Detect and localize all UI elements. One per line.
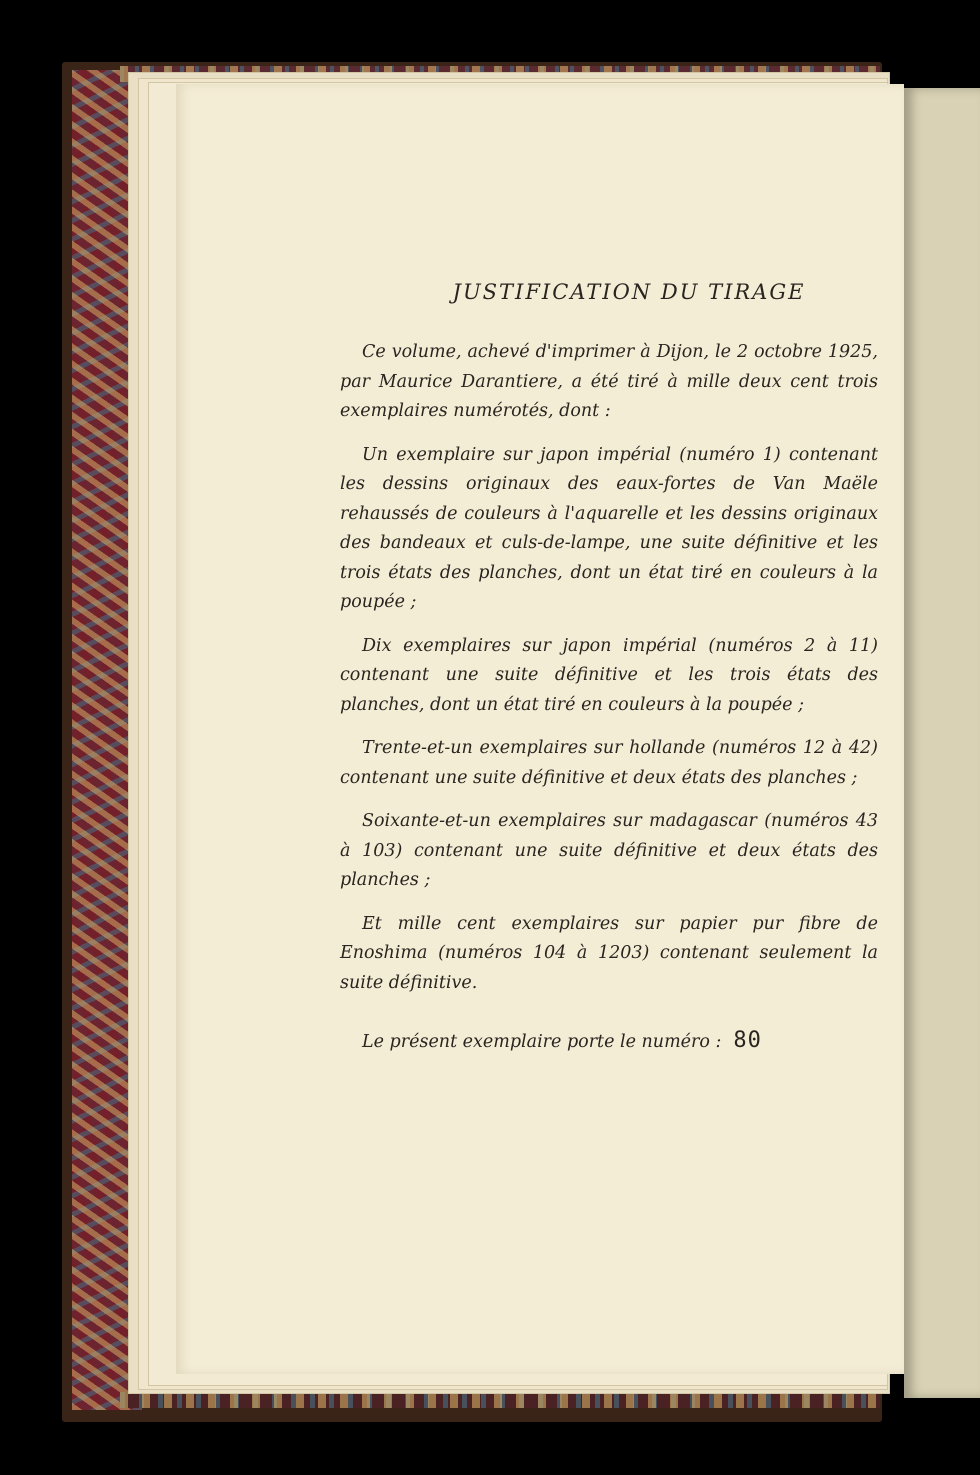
copy-number: 80 <box>733 1028 762 1053</box>
paragraph-enoshima: Et mille cent exemplaires sur papier pur fibre de Enoshima (numéros 104 à 1203) contenant seulement la suite définitive. <box>340 913 878 993</box>
copy-number-label: Le présent exemplaire porte le numéro : <box>362 1032 722 1052</box>
paragraph-japon-1: Un exemplaire sur japon impérial (numéro 1) contenant les dessins originaux des eaux-fortes de Van Maële rehaussés de couleurs à l'aquarelle et les dessins originaux des bandeaux et culs-de-lampe, une suite définitive et les trois états des planches, dont un état tiré en couleurs à la poupée ; <box>340 444 878 612</box>
copy-number-line <box>340 1026 878 1057</box>
paragraph-japon-2-11: Dix exemplaires sur japon impérial (numéros 2 à 11) contenant une suite définitive et les trois états des planches, dont un état tiré en couleurs à la poupée ; <box>340 635 878 715</box>
paragraph-madagascar: Soixante-et-un exemplaires sur madagascar (numéros 43 à 103) contenant une suite définitive et deux états des planches ; <box>340 811 878 890</box>
paragraph-hollande: Trente-et-un exemplaires sur hollande (numéros 12 à 42) contenant une suite définitive et deux états des planches ; <box>340 738 878 788</box>
colophon-text <box>340 270 878 1057</box>
paragraph-intro: Ce volume, achevé d'imprimer à Dijon, le 2 octobre 1925, par Maurice Darantiere, a été tiré à mille deux cent trois exemplaires numérotés, dont : <box>340 342 878 421</box>
page-title: JUSTIFICATION DU TIRAGE <box>452 280 806 304</box>
marbled-edge-bottom <box>120 1392 880 1408</box>
facing-page-edge <box>904 88 980 1398</box>
